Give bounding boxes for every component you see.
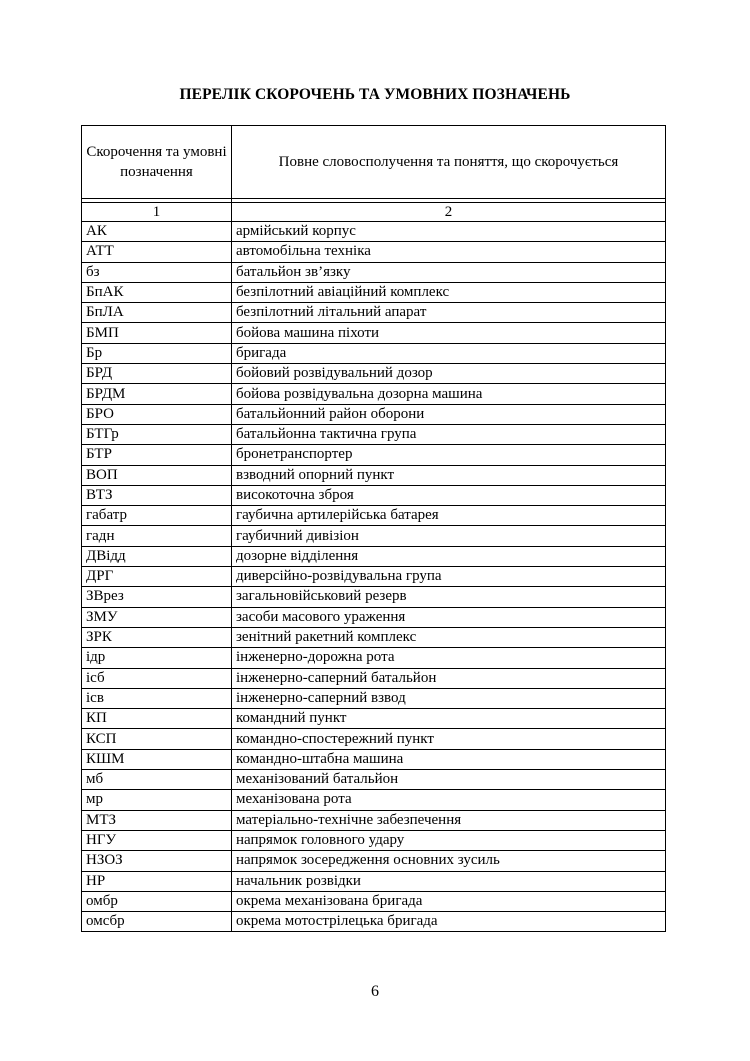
abbreviation-cell: ЗВрез: [82, 587, 232, 607]
full-phrase-cell: загальновійськовий резерв: [232, 587, 666, 607]
abbreviation-cell: ідр: [82, 648, 232, 668]
table-row: [82, 688, 666, 708]
abbreviation-cell: габатр: [82, 506, 232, 526]
abbreviation-cell: НР: [82, 871, 232, 891]
abbreviation-cell: КШМ: [82, 749, 232, 769]
abbreviation-cell: БТГр: [82, 424, 232, 444]
full-phrase-cell: диверсійно-розвідувальна група: [232, 567, 666, 587]
full-phrase-cell: напрямок зосередження основних зусиль: [232, 851, 666, 871]
full-phrase-cell: засоби масового ураження: [232, 607, 666, 627]
abbreviation-cell: БРД: [82, 364, 232, 384]
abbreviation-cell: омсбр: [82, 912, 232, 932]
table-row: [82, 790, 666, 810]
table-row: [82, 465, 666, 485]
table-row: [82, 303, 666, 323]
table-row: [82, 262, 666, 282]
full-phrase-cell: інженерно-дорожна рота: [232, 648, 666, 668]
table-row: [82, 810, 666, 830]
table-row: [82, 729, 666, 749]
table-row: [82, 242, 666, 262]
abbreviation-cell: АТТ: [82, 242, 232, 262]
full-phrase-cell: батальйонна тактична група: [232, 424, 666, 444]
full-phrase-cell: дозорне відділення: [232, 546, 666, 566]
full-phrase-cell: окрема мотострілецька бригада: [232, 912, 666, 932]
full-phrase-cell: бригада: [232, 343, 666, 363]
abbreviation-cell: гадн: [82, 526, 232, 546]
table-row: [82, 506, 666, 526]
column-number-1: 1: [82, 203, 232, 222]
abbreviation-cell: бз: [82, 262, 232, 282]
table-row: [82, 648, 666, 668]
full-phrase-cell: взводний опорний пункт: [232, 465, 666, 485]
abbreviation-cell: КСП: [82, 729, 232, 749]
header-abbreviation: Скорочення та умовні позначення: [82, 126, 232, 199]
full-phrase-cell: інженерно-саперний взвод: [232, 688, 666, 708]
full-phrase-cell: високоточна зброя: [232, 485, 666, 505]
abbreviation-cell: БТР: [82, 445, 232, 465]
full-phrase-cell: автомобільна техніка: [232, 242, 666, 262]
table-row: [82, 526, 666, 546]
abbreviation-cell: БпАК: [82, 282, 232, 302]
abbreviation-cell: НГУ: [82, 830, 232, 850]
abbreviation-cell: КП: [82, 709, 232, 729]
abbreviation-cell: БРДМ: [82, 384, 232, 404]
table-row: [82, 222, 666, 242]
full-phrase-cell: армійський корпус: [232, 222, 666, 242]
abbreviation-cell: ВОП: [82, 465, 232, 485]
full-phrase-cell: начальник розвідки: [232, 871, 666, 891]
abbreviation-cell: БпЛА: [82, 303, 232, 323]
table-row: [82, 364, 666, 384]
full-phrase-cell: бронетранспортер: [232, 445, 666, 465]
table-row: [82, 627, 666, 647]
table-row: [82, 851, 666, 871]
abbreviation-cell: омбр: [82, 891, 232, 911]
abbreviation-cell: Бр: [82, 343, 232, 363]
table-row: [82, 668, 666, 688]
abbreviation-cell: ЗМУ: [82, 607, 232, 627]
full-phrase-cell: бойова машина піхоти: [232, 323, 666, 343]
table-row: [82, 323, 666, 343]
table-row: [82, 891, 666, 911]
full-phrase-cell: гаубичний дивізіон: [232, 526, 666, 546]
abbreviation-cell: ЗРК: [82, 627, 232, 647]
full-phrase-cell: матеріально-технічне забезпечення: [232, 810, 666, 830]
page-number: 6: [371, 983, 379, 1000]
full-phrase-cell: бойовий розвідувальний дозор: [232, 364, 666, 384]
full-phrase-cell: бойова розвідувальна дозорна машина: [232, 384, 666, 404]
full-phrase-cell: зенітний ракетний комплекс: [232, 627, 666, 647]
table-row: [82, 546, 666, 566]
full-phrase-cell: безпілотний літальний апарат: [232, 303, 666, 323]
table-row: [82, 485, 666, 505]
header-full-phrase: Повне словосполучення та поняття, що скорочується: [232, 126, 666, 199]
abbreviation-cell: АК: [82, 222, 232, 242]
full-phrase-cell: батальйон зв’язку: [232, 262, 666, 282]
abbreviations-table: [81, 125, 666, 932]
abbreviation-cell: МТЗ: [82, 810, 232, 830]
abbreviation-cell: мб: [82, 770, 232, 790]
column-number-row: [82, 203, 666, 222]
table-row: [82, 384, 666, 404]
full-phrase-cell: механізований батальйон: [232, 770, 666, 790]
abbreviation-cell: ісв: [82, 688, 232, 708]
table-header-row: [82, 126, 666, 199]
table-row: [82, 404, 666, 424]
table-row: [82, 343, 666, 363]
table-row: [82, 770, 666, 790]
full-phrase-cell: командно-спостережний пункт: [232, 729, 666, 749]
table-row: [82, 424, 666, 444]
abbreviation-cell: БМП: [82, 323, 232, 343]
table-row: [82, 567, 666, 587]
full-phrase-cell: окрема механізована бригада: [232, 891, 666, 911]
full-phrase-cell: безпілотний авіаційний комплекс: [232, 282, 666, 302]
full-phrase-cell: батальйонний район оборони: [232, 404, 666, 424]
abbreviation-cell: БРО: [82, 404, 232, 424]
full-phrase-cell: командно-штабна машина: [232, 749, 666, 769]
table-row: [82, 709, 666, 729]
page-title: ПЕРЕЛІК СКОРОЧЕНЬ ТА УМОВНИХ ПОЗНАЧЕНЬ: [179, 86, 571, 103]
table-row: [82, 282, 666, 302]
abbreviation-cell: НЗОЗ: [82, 851, 232, 871]
table-row: [82, 607, 666, 627]
full-phrase-cell: командний пункт: [232, 709, 666, 729]
full-phrase-cell: гаубична артилерійська батарея: [232, 506, 666, 526]
table-row: [82, 587, 666, 607]
table-row: [82, 445, 666, 465]
full-phrase-cell: механізована рота: [232, 790, 666, 810]
table-row: [82, 871, 666, 891]
abbreviation-cell: мр: [82, 790, 232, 810]
table-row: [82, 749, 666, 769]
abbreviation-cell: ісб: [82, 668, 232, 688]
full-phrase-cell: інженерно-саперний батальйон: [232, 668, 666, 688]
abbreviation-cell: ДВідд: [82, 546, 232, 566]
full-phrase-cell: напрямок головного удару: [232, 830, 666, 850]
table-row: [82, 830, 666, 850]
abbreviation-cell: ДРГ: [82, 567, 232, 587]
table-row: [82, 912, 666, 932]
column-number-2: 2: [232, 203, 666, 222]
abbreviation-cell: ВТЗ: [82, 485, 232, 505]
